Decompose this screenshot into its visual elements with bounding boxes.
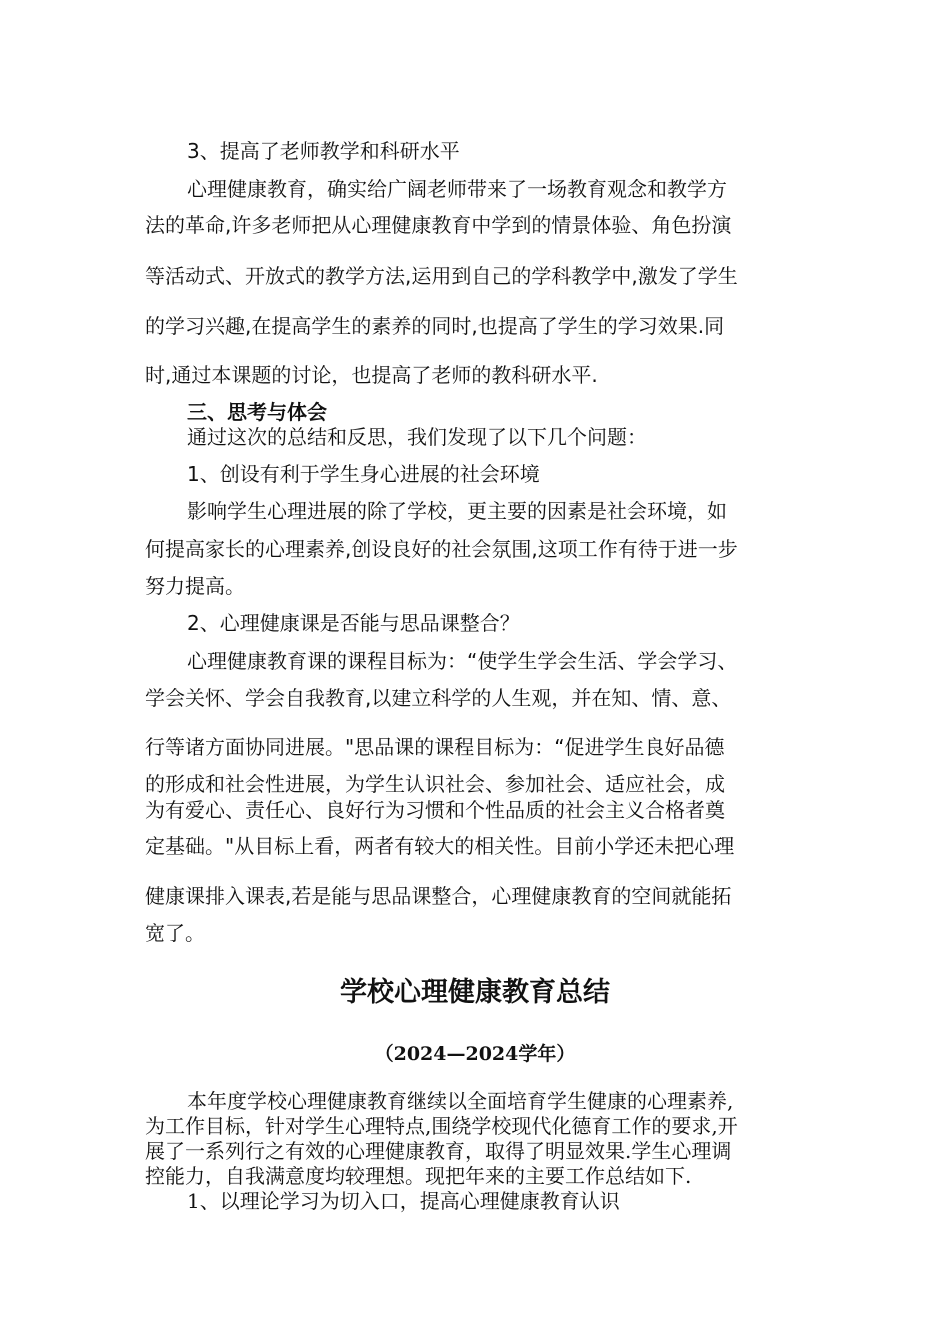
- subheading-3: 3、提高了老师教学和科研水平: [187, 139, 460, 163]
- paragraph-line: 时,通过本课题的讨论，也提高了老师的教科研水平.: [145, 363, 598, 387]
- paragraph-line: 控能力，自我满意度均较理想。现把年来的主要工作总结如下.: [145, 1164, 692, 1188]
- paragraph-line: 为有爱心、责任心、良好行为习惯和个性品质的社会主义合格者奠: [145, 798, 725, 822]
- paragraph-line: 心理健康教育，确实给广阔老师带来了一场教育观念和教学方: [187, 177, 727, 201]
- page-title: 学校心理健康教育总结: [340, 977, 610, 1008]
- paragraph-line: 心理健康教育课的课程目标为：“使学生学会生活、学会学习、: [187, 649, 738, 673]
- paragraph-line: 学会关怀、学会自我教育,以建立科学的人生观，并在知、情、意、: [145, 686, 732, 710]
- paragraph-line: 本年度学校心理健康教育继续以全面培育学生健康的心理素养,: [187, 1089, 734, 1113]
- paragraph-line: 行等诸方面协同进展。"思品课的课程目标为：“促进学生良好品德: [145, 735, 725, 759]
- paragraph-line: 的学习兴趣,在提高学生的素养的同时,也提高了学生的学习效果.同: [145, 314, 725, 338]
- paragraph-line: 宽了。: [145, 921, 205, 945]
- paragraph-line: 健康课排入课表,若是能与思品课整合，心理健康教育的空间就能拓: [145, 884, 732, 908]
- section-heading: 三、思考与体会: [187, 400, 327, 424]
- paragraph-line: 何提高家长的心理素养,创设良好的社会氛围,这项工作有待于进一步: [145, 537, 738, 561]
- paragraph-line: 努力提高。: [145, 574, 245, 598]
- item-title: 1、创设有利于学生身心进展的社会环境: [187, 462, 540, 486]
- paragraph-line: 影响学生心理进展的除了学校，更主要的因素是社会环境，如: [187, 499, 727, 523]
- paragraph-line: 法的革命,许多老师把从心理健康教育中学到的情景体验、角色扮演: [145, 213, 732, 237]
- paragraph-line: 等活动式、开放式的教学方法,运用到自己的学科教学中,激发了学生: [145, 264, 738, 288]
- item-title: 2、心理健康课是否能与思品课整合？: [187, 611, 520, 635]
- paragraph-line: 定基础。"从目标上看，两者有较大的相关性。目前小学还未把心理: [145, 834, 735, 858]
- item-title: 1、以理论学习为切入口，提高心理健康教育认识: [187, 1189, 620, 1213]
- paragraph-line: 通过这次的总结和反思，我们发现了以下几个问题：: [187, 425, 647, 449]
- paragraph-line: 的形成和社会性进展，为学生认识社会、参加社会、适应社会，成: [145, 772, 725, 796]
- paragraph-line: 展了一系列行之有效的心理健康教育，取得了明显效果.学生心理调: [145, 1139, 732, 1163]
- paragraph-line: 为工作目标，针对学生心理特点,围绕学校现代化德育工作的要求,开: [145, 1114, 738, 1138]
- page-subtitle: （2024—2024学年）: [374, 1043, 576, 1065]
